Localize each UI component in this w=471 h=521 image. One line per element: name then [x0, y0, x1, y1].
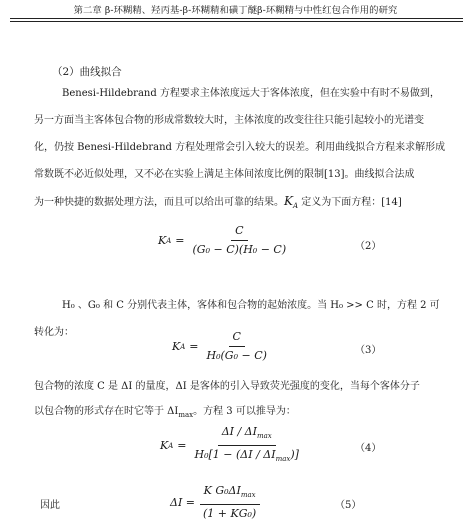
eq2-numerator: C [231, 224, 247, 241]
ka-symbol: K [284, 194, 293, 208]
para1-line5 [34, 192, 402, 216]
eq3-fraction [203, 330, 271, 363]
eq4-numerator [218, 425, 276, 446]
eq3-denominator: H₀(G₀ − C) [206, 349, 267, 362]
eq2-label: （2） [355, 241, 382, 252]
para2-line1: H₀ 、G₀ 和 C 分别代表主体，客体和包合物的起始浓度。当 H₀ >> C 时，方程 2 可 [62, 300, 440, 311]
para1-line3: 化，仍按 Benesi-Hildebrand 方程处理常会引入较大的误差。利用曲线拟合方程来求解形成 [34, 142, 446, 153]
para3-line2-text: 以包合物的形式存在时它等于 ΔI [34, 406, 179, 417]
eq4-den-end: )] [290, 448, 299, 462]
eq4-label: （4） [355, 443, 382, 454]
running-header: 第二章 β-环糊精、羟丙基-β-环糊精和磺丁醚β-环糊精与中性红包合作用的研究 [73, 5, 398, 16]
eq2-lhs-sub: A [166, 236, 172, 245]
eq4-lhs: K [160, 439, 169, 453]
para3-line2 [34, 402, 296, 425]
eq5-num-sub: max [240, 491, 256, 500]
eq2-lhs: K [158, 234, 167, 247]
eq3-numerator: C [229, 330, 245, 347]
ka-subscript: A [292, 202, 299, 210]
eq3-lhs-sub: A [180, 342, 186, 351]
para3-line1: 包合物的浓度 C 是 ΔI 的量度，ΔI 是客体的引入导致荧光强度的变化，当每个客体分子 [34, 381, 420, 392]
eq5-fraction [199, 484, 260, 521]
eq5-denominator: (1 + KG₀) [203, 507, 257, 521]
para1-line2: 另一方面当主客体包合物的形成常数较大时，主体浓度的改变往往只能引起较小的光谱变 [34, 115, 424, 126]
eq4-equals: = [177, 439, 187, 453]
equation-5 [170, 484, 260, 521]
eq4-num-sub: max [256, 432, 272, 441]
eq5-lhs: ΔI = [170, 496, 196, 510]
para1-line4: 常数既不必近似处理，又不必在实验上满足主体间浓度比例的限制[13]。曲线拟合法成 [34, 169, 415, 180]
para3-line2-sub: max [178, 411, 194, 419]
eq4-num-text: ΔI / ΔI [221, 425, 257, 438]
eq4-den-sub: max [275, 455, 291, 464]
section-heading: （2）曲线拟合 [52, 66, 122, 78]
para3-line2-tail: 。方程 3 可以推导为： [193, 406, 296, 417]
eq2-denominator: (G₀ − C)(H₀ − C) [192, 243, 287, 256]
eq5-prefix: 因此 [40, 500, 60, 511]
equation-4 [160, 425, 303, 466]
para2-line2: 转化为： [34, 327, 74, 338]
eq4-denominator [191, 446, 303, 466]
eq3-label: （3） [355, 345, 382, 356]
eq2-equals: = [175, 234, 185, 247]
eq5-numerator [200, 484, 260, 505]
header-rule-thin [10, 21, 463, 22]
eq3-lhs: K [172, 340, 181, 353]
header-rule-thick [10, 18, 463, 19]
para1-line5-tail: 定义为下面方程：[14] [301, 197, 402, 208]
eq5-num-text: K G₀ΔI [203, 484, 241, 497]
equation-2 [158, 224, 290, 257]
para1-line1: Benesi-Hildebrand 方程要求主体浓度远大于客体浓度，但在实验中有时不易做到， [62, 88, 440, 99]
eq5-label: （5） [335, 500, 362, 511]
eq4-lhs-sub: A [168, 441, 174, 450]
equation-3 [172, 330, 271, 363]
eq4-den-text: H₀[1 − (ΔI / ΔI [194, 448, 276, 462]
eq2-fraction [189, 224, 291, 257]
eq4-fraction [191, 425, 303, 466]
eq3-equals: = [189, 340, 199, 353]
para1-line5-text: 为一种快捷的数据处理方法，而且可以给出可靠的结果。 [34, 197, 284, 208]
